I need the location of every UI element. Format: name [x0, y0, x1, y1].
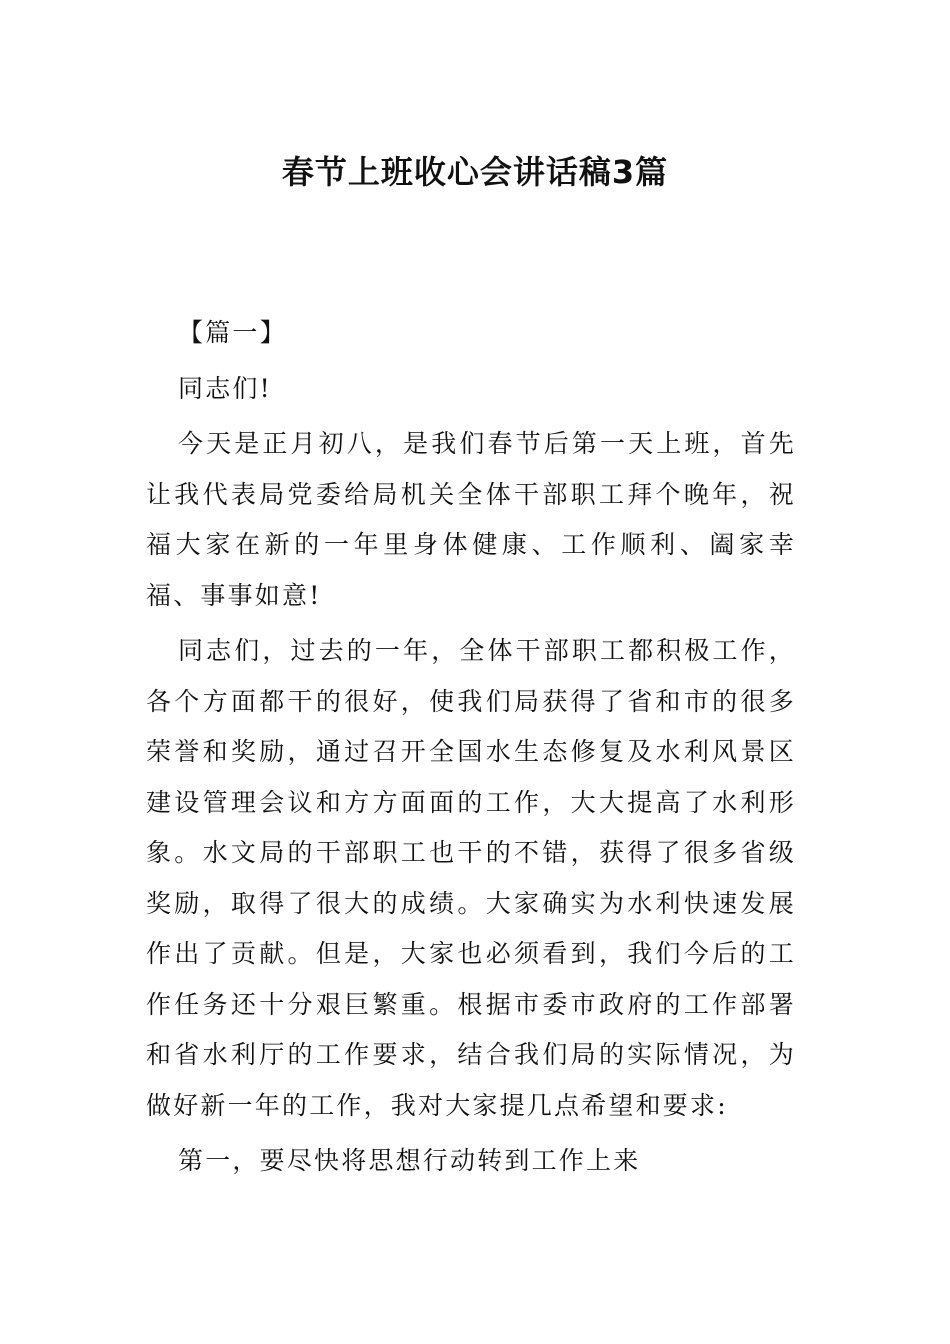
paragraph-review: 同志们，过去的一年，全体干部职工都积极工作，各个方面都干的很好，使我们局获得了省和市的很多荣誉和奖励，通过召开全国水生态修复及水利风景区建设管理会议和方方面面的工作，大大提高了水利形象。水文局的干部职工也干的不错，获得了很多省级奖励，取得了很大的成绩。大家确实为水利快速发展作出了贡献。但是，大家也必须看到，我们今后的工作任务还十分艰巨繁重。根据市委市政府的工作部署和省水利厅的工作要求，结合我们局的实际情况，为做好新一年的工作，我对大家提几点希望和要求:	[146, 636, 796, 1120]
salutation: 同志们!	[178, 373, 272, 403]
paragraph-point-one: 第一，要尽快将思想行动转到工作上来	[178, 1146, 641, 1175]
paragraph-greeting: 今天是正月初八，是我们春节后第一天上班，首先让我代表局党委给局机关全体干部职工拜个晚年，祝福大家在新的一年里身体健康、工作顺利、阖家幸福、事事如意!	[146, 429, 796, 610]
document-title: 春节上班收心会讲话稿3篇	[281, 153, 669, 191]
section-heading: 【篇一】	[178, 318, 287, 347]
document-body	[146, 308, 796, 1187]
